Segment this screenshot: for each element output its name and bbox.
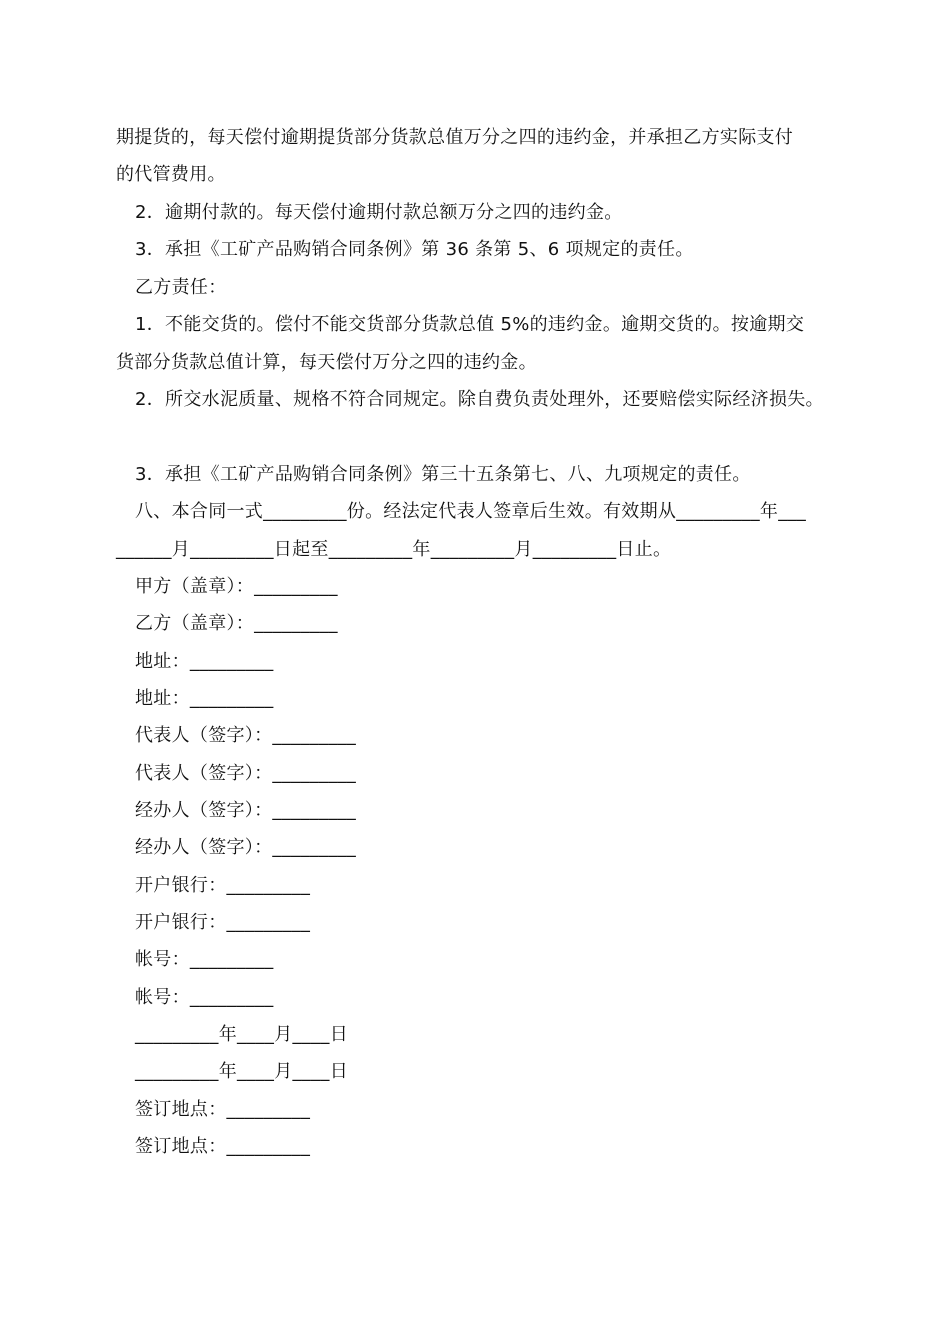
clause-overdue-payment: 2．逾期付款的。每天偿付逾期付款总额万分之四的违约金。 [135, 202, 623, 223]
address-b: 地址：_________ [135, 688, 274, 709]
section-eight-line-1: 八、本合同一式_________份。经法定代表人签章后生效。有效期从_________年___ [135, 501, 807, 522]
party-b-seal: 乙方（盖章）：_________ [135, 613, 338, 634]
bank-a: 开户银行：_________ [135, 875, 311, 896]
section-eight-line-2: ______月_________日起至_________年_________月_________日止。 [116, 539, 672, 560]
agent-b: 经办人（签字）：_________ [135, 837, 357, 858]
clause-non-delivery: 1．不能交货的。偿付不能交货部分货款总值 5%的违约金。逾期交货的。按逾期交 [135, 314, 805, 335]
paragraph-line-2: 的代管费用。 [116, 164, 226, 185]
clause-article-36: 3．承担《工矿产品购销合同条例》第 36 条第 5、6 项规定的责任。 [135, 239, 694, 260]
account-a: 帐号：_________ [135, 949, 274, 970]
date-b: _________年____月____日 [135, 1061, 348, 1082]
clause-non-delivery-cont: 货部分货款总值计算，每天偿付万分之四的违约金。 [116, 352, 537, 373]
bank-b: 开户银行：_________ [135, 912, 311, 933]
account-b: 帐号：_________ [135, 987, 274, 1008]
paragraph-line-1: 期提货的，每天偿付逾期提货部分货款总值万分之四的违约金，并承担乙方实际支付 [116, 127, 794, 148]
party-a-seal: 甲方（盖章）：_________ [135, 576, 338, 597]
clause-quality: 2．所交水泥质量、规格不符合同规定。除自费负责处理外，还要赔偿实际经济损失。 [135, 389, 824, 410]
date-a: _________年____月____日 [135, 1024, 348, 1045]
signing-place-b: 签订地点：_________ [135, 1136, 311, 1157]
representative-a: 代表人（签字）：_________ [135, 725, 357, 746]
signing-place-a: 签订地点：_________ [135, 1099, 311, 1120]
address-a: 地址：_________ [135, 651, 274, 672]
agent-a: 经办人（签字）：_________ [135, 800, 357, 821]
clause-article-35: 3．承担《工矿产品购销合同条例》第三十五条第七、八、九项规定的责任。 [135, 464, 751, 485]
representative-b: 代表人（签字）：_________ [135, 763, 357, 784]
party-b-responsibility-heading: 乙方责任： [135, 277, 227, 298]
